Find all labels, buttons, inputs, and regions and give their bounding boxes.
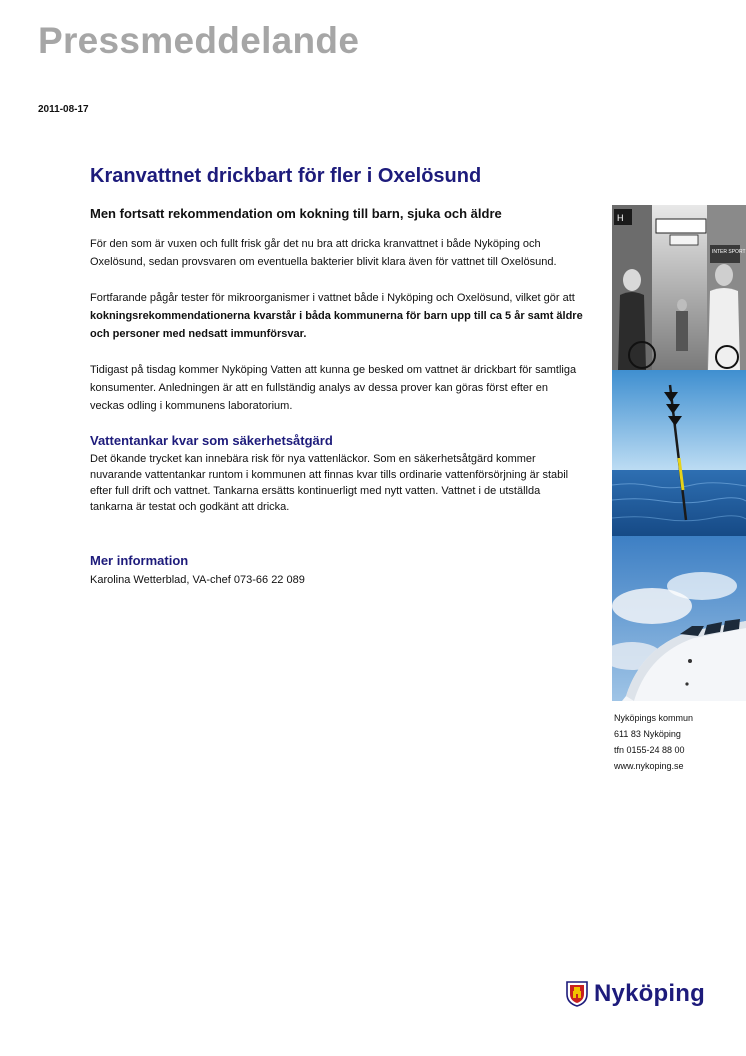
address-line-2: 611 83 Nyköping — [614, 729, 681, 739]
headline: Kranvattnet drickbart för fler i Oxelösund — [90, 165, 482, 187]
press-date: 2011-08-17 — [38, 104, 89, 115]
photo-strip — [612, 205, 746, 701]
airplane-image — [612, 536, 746, 701]
sea-buoy-image — [612, 370, 746, 536]
nykoping-logo — [566, 980, 705, 1008]
paragraph-2 — [90, 289, 585, 343]
contact-info: Karolina Wetterblad, VA-chef 073-66 22 089 — [90, 574, 305, 586]
section-text: Det ökande trycket kan innebära risk för nya vattenläckor. Som en säkerhetsåtgärd kommer nuvarande vattentankar runtom i kommunen att finnas kvar tills ordinarie vattenförsörjning är stabil efter full drift och vattnet. Tankarna ersätts kontinuerligt med nytt vatten. Vattnet i de utställda tankarna är testat och godkänt att dricka. — [90, 453, 569, 513]
paragraph-3: Tidigast på tisdag kommer Nyköping Vatten att kunna ge besked om vattnet är drickbart för samtliga konsumenter. Anledningen är att en fullständig analys av dessa prover kan göras först efter en veckas odling i kommunens laboratorium. — [90, 364, 577, 412]
address-line-4: www.nykoping.se — [614, 761, 684, 771]
paragraph-1: För den som är vuxen och fullt frisk går det nu bra att dricka kranvattnet i både Nyköping och Oxelösund, sedan provsvaren om eventuella bakterier blivit klara även för vattnet till Oxelösund. — [90, 238, 557, 268]
paragraph-2-bold: kokningsrekommendationerna kvarstår i båda kommunerna för barn upp till ca 5 år samt äldre och personer med nedsatt immunförsvar. — [90, 310, 583, 340]
section-title: Vattentankar kvar som säkerhetsåtgärd — [90, 433, 333, 448]
municipality-address — [614, 710, 693, 774]
address-line-1: Nyköpings kommun — [614, 713, 694, 723]
paragraph-2-text: Fortfarande pågår tester för mikroorganismer i vattnet både i Nyköping och Oxelösund, vilket gör att — [90, 292, 575, 304]
page-header-title: Pressmeddelande — [38, 20, 360, 61]
street-photo — [612, 205, 746, 370]
coat-of-arms-icon — [566, 981, 588, 1007]
article-body — [90, 165, 585, 588]
subheadline: Men fortsatt rekommendation om kokning till barn, sjuka och äldre — [90, 206, 502, 221]
logo-text: Nyköping — [594, 980, 705, 1007]
street-sign-1: H — [617, 213, 624, 223]
more-info-title: Mer information — [90, 553, 189, 568]
street-photo-image — [612, 205, 746, 370]
airplane-photo — [612, 536, 746, 701]
sea-buoy-photo — [612, 370, 746, 536]
street-sign-2: INTER SPORT — [712, 249, 746, 255]
address-line-3: tfn 0155-24 88 00 — [614, 745, 685, 755]
